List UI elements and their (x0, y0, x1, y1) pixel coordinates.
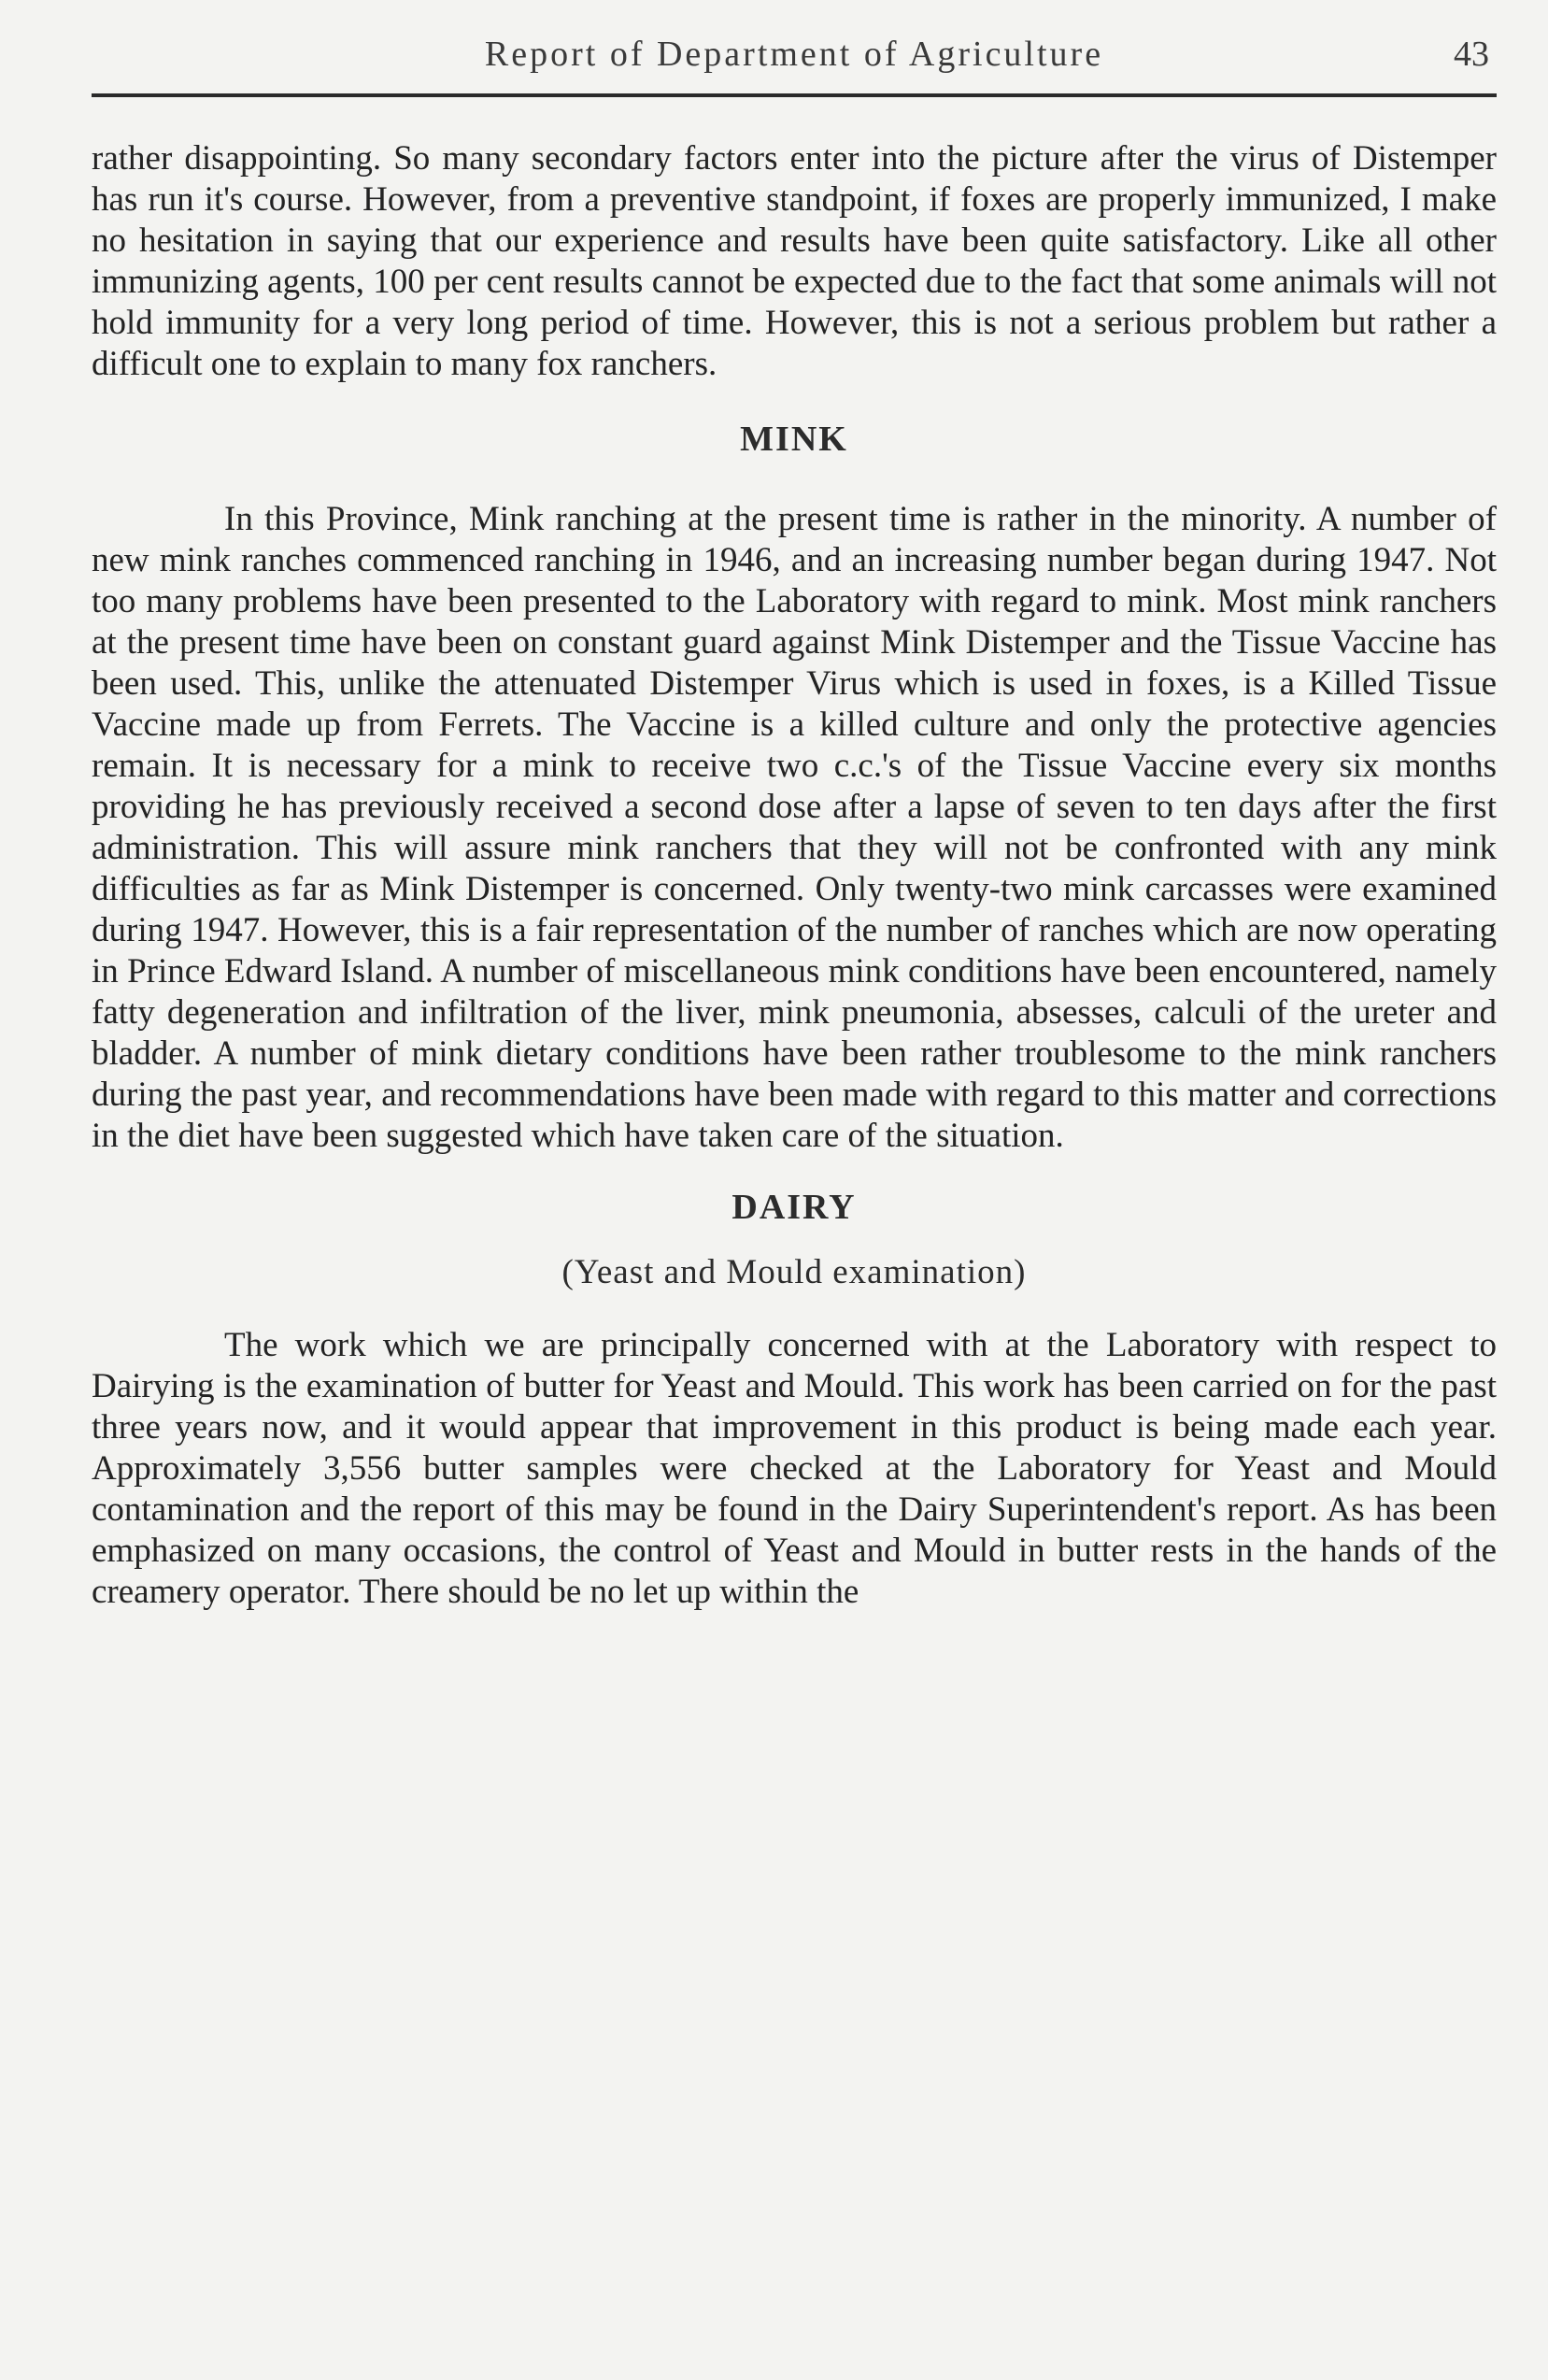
header-rule (92, 93, 1497, 97)
section-subheading-dairy: (Yeast and Mould examination) (561, 1253, 1027, 1291)
running-header (92, 34, 1497, 90)
section-heading-mink: MINK (740, 420, 848, 459)
paragraph-mink: In this Province, Mink ranching at the present time is rather in the minority. A number of new mink ranches commenced ranching in 1946, and an increasing number began during 1947. Not too many problems have been presented to the Laboratory with regard to mink. Most mink ranchers at the present time have been on constant guard against Mink Distemper and the Tissue Vaccine has been used. This, unlike the attenuated Distemper Virus which is used in foxes, is a Killed Tissue Vaccine made up from Ferrets. The Vaccine is a killed culture and only the protective agencies remain. It is necessary for a mink to receive two c.c.'s of the Tissue Vaccine every six months providing he has previously received a second dose after a lapse of seven to ten days after the first administration. This will assure mink ranchers that they will not be confronted with any mink difficulties as far as Mink Distemper is concerned. Only twenty-two mink carcasses were examined during 1947. However, this is a fair representation of the number of ranches which are now operating in Prince Edward Island. A number of miscellaneous mink conditions have been encountered, namely fatty degeneration and infiltration of the liver, mink pneumonia, absesses, calculi of the ureter and bladder. A number of mink dietary conditions have been rather troublesome to the mink ranchers during the past year, and recommendations have been made with regard to this matter and corrections in the diet have been suggested which have taken care of the situation. (92, 500, 1497, 1155)
running-title: Report of Department of Agriculture (484, 35, 1104, 74)
body-text (92, 138, 1497, 1613)
section-heading-dairy: DAIRY (731, 1188, 857, 1227)
paragraph-dairy: The work which we are principally concerned with at the Laboratory with respect to Dairying is the examination of butter for Yeast and Mould. This work has been carried on for the past three years now, and it would appear that improvement in this product is being made each year. Approximately 3,556 butter samples were checked at the Laboratory for Yeast and Mould contamination and the report of this may be found in the Dairy Superintendent's report. As has been emphasized on many occasions, the control of Yeast and Mould in butter rests in the hands of the creamery operator. There should be no let up within the (92, 1326, 1497, 1611)
page-number: 43 (1454, 35, 1489, 74)
paragraph-fox-immunization: rather disappointing. So many secondary factors enter into the picture after the virus of Distemper has run it's course. However, from a preventive standpoint, if foxes are properly immunized, I make no hesitation in saying that our experience and results have been quite satisfactory. Like all other immunizing agents, 100 per cent results cannot be expected due to the fact that some animals will not hold immunity for a very long period of time. However, this is not a serious problem but rather a difficult one to explain to many fox ranchers. (92, 139, 1497, 383)
